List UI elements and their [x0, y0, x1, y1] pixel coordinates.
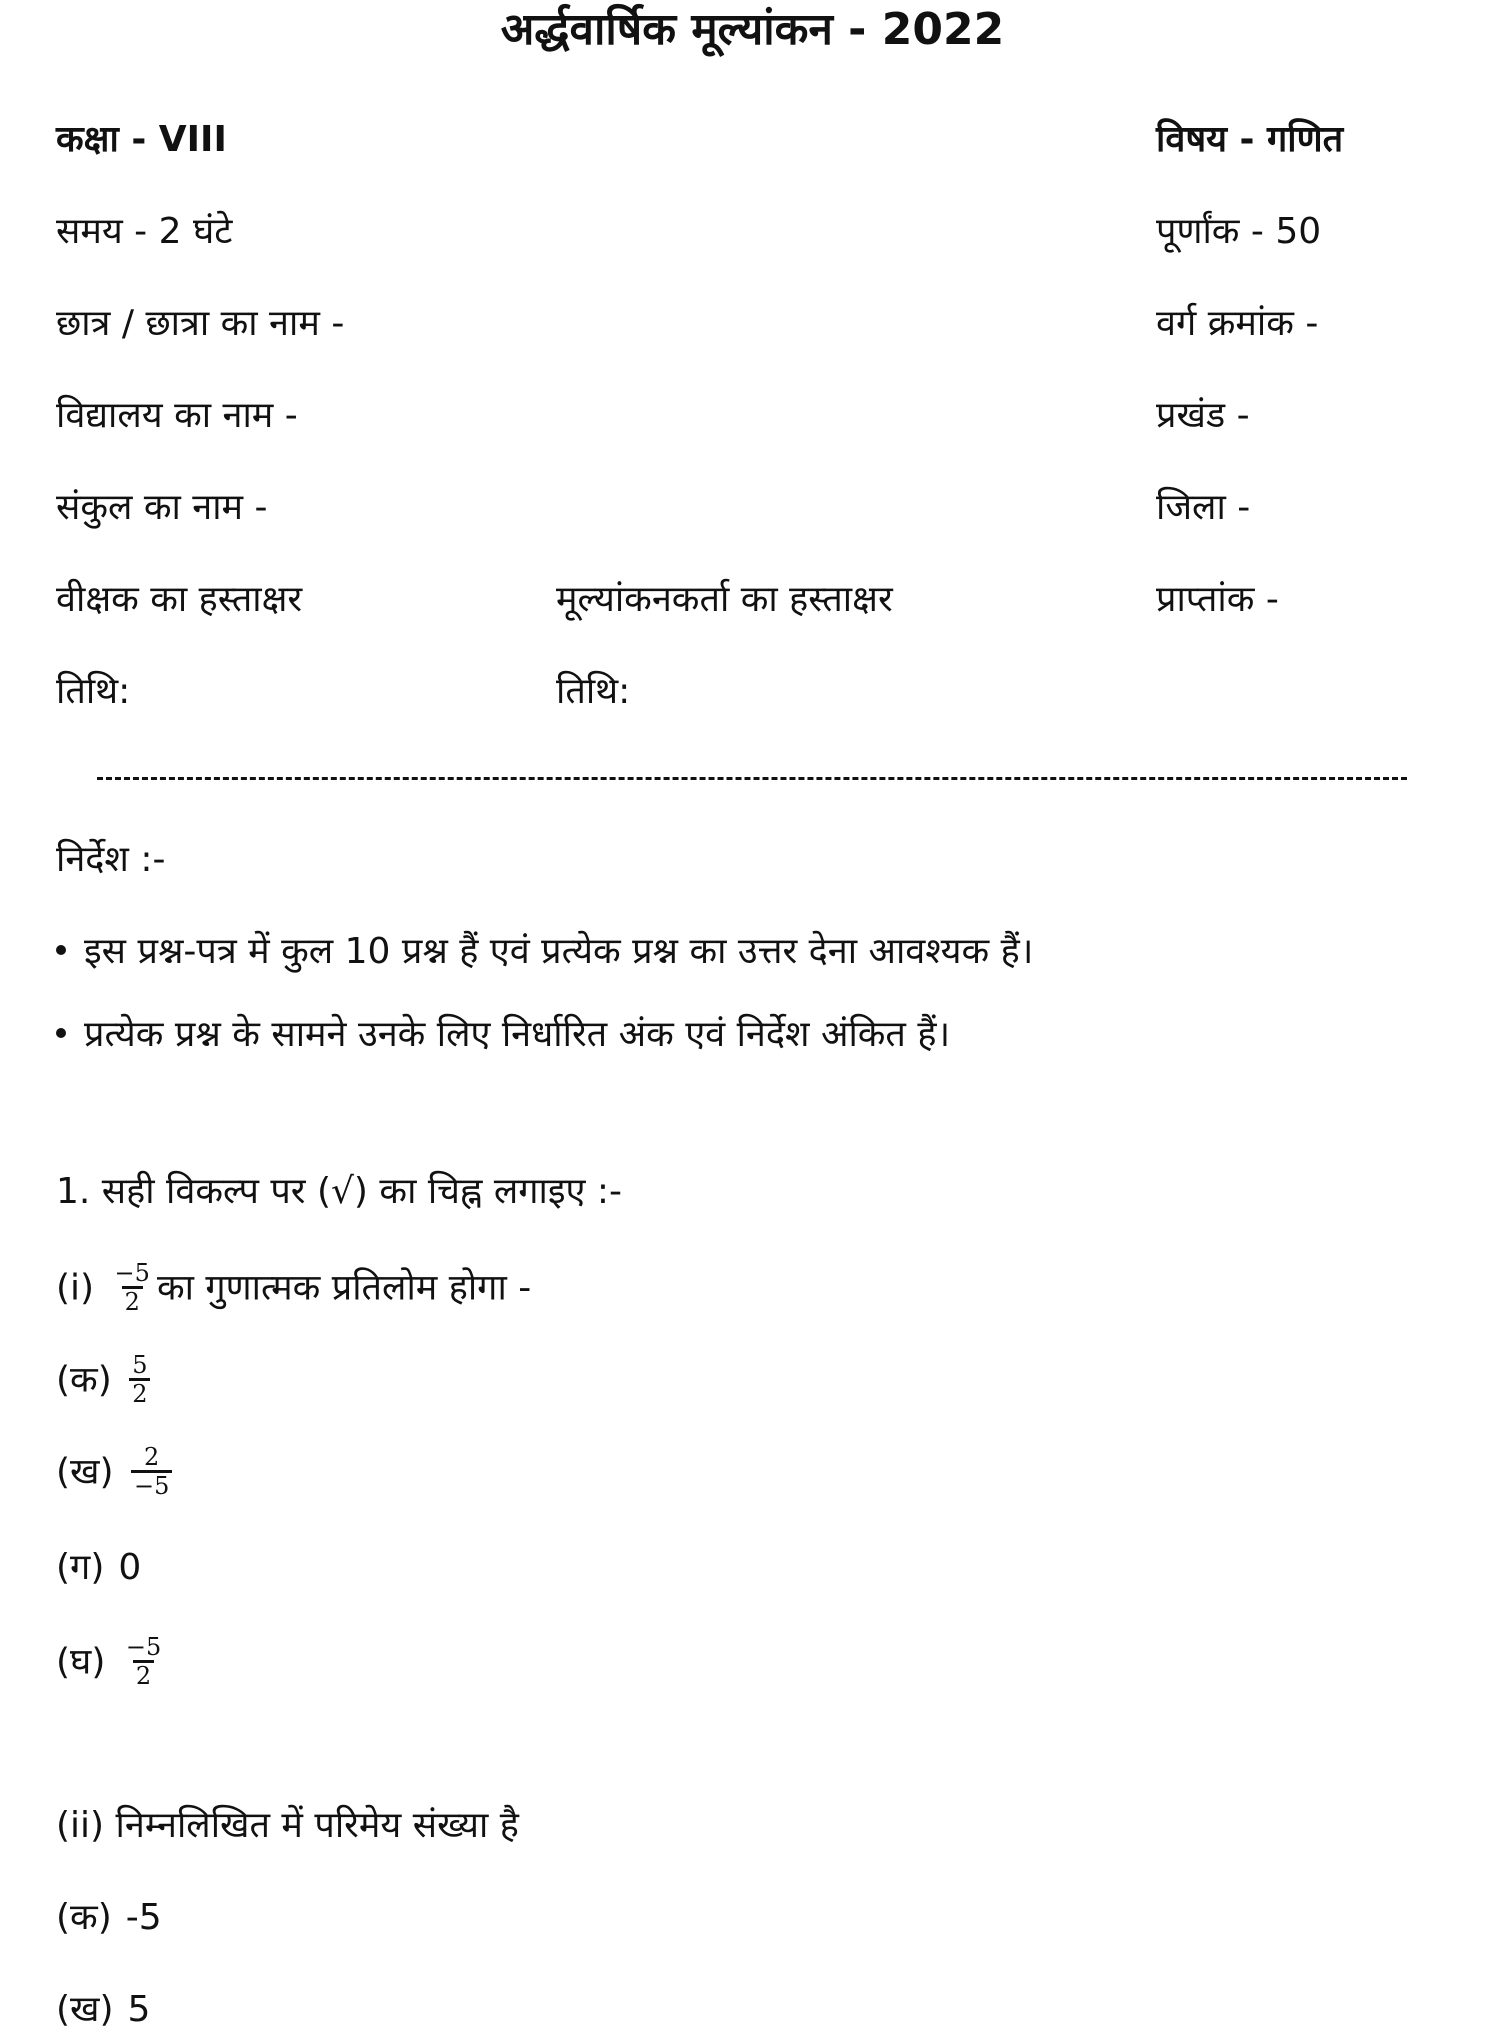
- option-label: (ख): [56, 1451, 114, 1493]
- marks-obtained-label: प्राप्तांक -: [1156, 579, 1279, 620]
- option-c[interactable]: [56, 1546, 141, 1590]
- fraction: [112, 1260, 153, 1315]
- invigilator-signature-label: वीक्षक का हस्ताक्षर: [56, 579, 303, 620]
- district-label: जिला -: [1156, 487, 1251, 528]
- option-a[interactable]: [56, 1896, 162, 1940]
- bullet-icon: [56, 945, 66, 955]
- fraction: [129, 1352, 150, 1407]
- school-name-label: विद्यालय का नाम -: [56, 395, 298, 436]
- option-label: (ग): [56, 1547, 105, 1588]
- option-value: -5: [125, 1897, 162, 1938]
- section-divider: [97, 777, 1407, 780]
- subject-label: विषय - गणित: [1156, 119, 1344, 160]
- option-label: (घ): [56, 1641, 106, 1683]
- fraction-denominator: 2: [133, 1660, 154, 1689]
- instruction-text: इस प्रश्न-पत्र में कुल 10 प्रश्न हैं एवं प्रत्येक प्रश्न का उत्तर देना आवश्यक हैं।: [84, 931, 1034, 972]
- evaluator-signature-label: मूल्यांकनकर्ता का हस्ताक्षर: [556, 579, 893, 620]
- subquestion-label: (i): [56, 1267, 95, 1309]
- student-name-label: छात्र / छात्रा का नाम -: [56, 303, 345, 344]
- full-marks-label: पूर्णांक - 50: [1156, 211, 1322, 252]
- fraction-numerator: −5: [114, 1259, 150, 1287]
- fraction-denominator: 2: [129, 1378, 150, 1407]
- class-label: कक्षा - VIII: [56, 119, 227, 160]
- fraction-numerator: −5: [125, 1633, 162, 1661]
- question-1-heading: 1. सही विकल्प पर (√) का चिह्न लगाइए :-: [56, 1171, 623, 1212]
- option-value: 5: [127, 1989, 151, 2030]
- fraction-numerator: 5: [132, 1351, 148, 1379]
- option-label: (ख): [56, 1989, 114, 2030]
- option-label: (क): [56, 1897, 112, 1938]
- fraction: [123, 1634, 164, 1689]
- instruction-text: प्रत्येक प्रश्न के सामने उनके लिए निर्धारित अंक एवं निर्देश अंकित हैं।: [84, 1014, 951, 1055]
- roll-number-label: वर्ग क्रमांक -: [1156, 303, 1319, 344]
- subquestion-ii: [56, 1804, 519, 1848]
- subquestion-i: [56, 1259, 532, 1317]
- option-d[interactable]: [56, 1633, 168, 1691]
- option-label: (क): [56, 1359, 112, 1401]
- instruction-item: [56, 1013, 950, 1057]
- bullet-icon: [56, 1028, 66, 1038]
- subquestion-text: निम्नलिखित में परिमेय संख्या है: [115, 1805, 519, 1846]
- fraction: [131, 1444, 172, 1499]
- fraction-denominator: 2: [122, 1286, 143, 1315]
- option-b[interactable]: [56, 1988, 150, 2032]
- subquestion-label: (ii): [56, 1805, 105, 1846]
- instruction-item: [56, 930, 1033, 974]
- evaluator-date-label: तिथि:: [556, 671, 631, 712]
- cluster-name-label: संकुल का नाम -: [56, 487, 268, 528]
- invigilator-date-label: तिथि:: [56, 671, 131, 712]
- fraction-denominator: −5: [131, 1470, 172, 1499]
- option-b[interactable]: [56, 1443, 176, 1501]
- exam-title: अर्द्धवार्षिक मूल्यांकन - 2022: [500, 4, 1005, 55]
- option-value: 0: [118, 1547, 142, 1588]
- instructions-heading: निर्देश :-: [56, 839, 166, 880]
- time-label: समय - 2 घंटे: [56, 211, 233, 252]
- fraction-numerator: 2: [144, 1443, 160, 1471]
- subquestion-text: का गुणात्मक प्रतिलोम होगा -: [156, 1267, 532, 1309]
- block-label: प्रखंड -: [1156, 395, 1250, 436]
- option-a[interactable]: [56, 1351, 154, 1409]
